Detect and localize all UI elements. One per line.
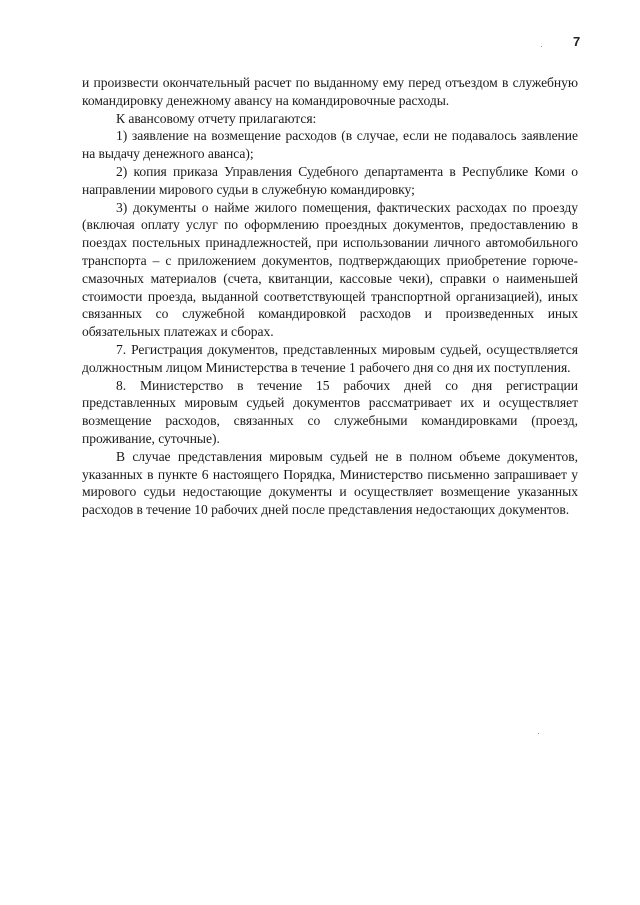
scan-speck	[538, 733, 539, 734]
paragraph-incomplete-documents: В случае представления мировым судьей не в полном объеме документов, указанных в пункте 6 настоящего Порядка, Министерство письменно запрашивает у мирового судьи недостающие документы и осуществляет возмещение указанных расходов в течение 10 рабочих дней после представления недостающих документов.	[82, 448, 578, 518]
paragraph-item-1: 1) заявление на возмещение расходов (в случае, если не подавалось заявление на выдачу денежного аванса);	[82, 128, 578, 162]
paragraph-continuation: и произвести окончательный расчет по выданному ему перед отъездом в служебную командировку денежному авансу на командировочные расходы.	[82, 75, 578, 108]
scan-speck	[541, 46, 542, 47]
paragraph-item-2: 2) копия приказа Управления Судебного департамента в Республике Коми о направлении мирового судьи в служебную командировку;	[82, 163, 578, 197]
paragraph-attachments-intro: К авансовому отчету прилагаются:	[116, 110, 317, 126]
paragraph-clause-7: 7. Регистрация документов, представленных мировым судьей, осуществляется должностным лицом Министерства в течение 1 рабочего дня со дня их поступления.	[82, 341, 578, 375]
paragraph-clause-8: 8. Министерство в течение 15 рабочих дней со дня регистрации представленных мировым судьей документов рассматривает их и осуществляет возмещение расходов, связанных со служебными командировками (проезд, проживание, суточные).	[82, 377, 578, 446]
paragraph-item-3: 3) документы о найме жилого помещения, фактических расходах по проезду (включая оплату услуг по оформлению проездных документов, предоставлению в поездах постельных принадлежностей, при использовании личного автомобильного транспорта – с приложением документов, подтверждающих приобретение горюче-смазочных материалов (счета, квитанции, кассовые чеки), справки о наименьшей стоимости проезда, выданной соответствующей транспортной организацией), иных связанных со служебной командировкой расходов и произведенных иных обязательных платежах и сборах.	[82, 199, 578, 340]
document-body	[82, 74, 578, 519]
page-number: 7	[573, 34, 581, 49]
